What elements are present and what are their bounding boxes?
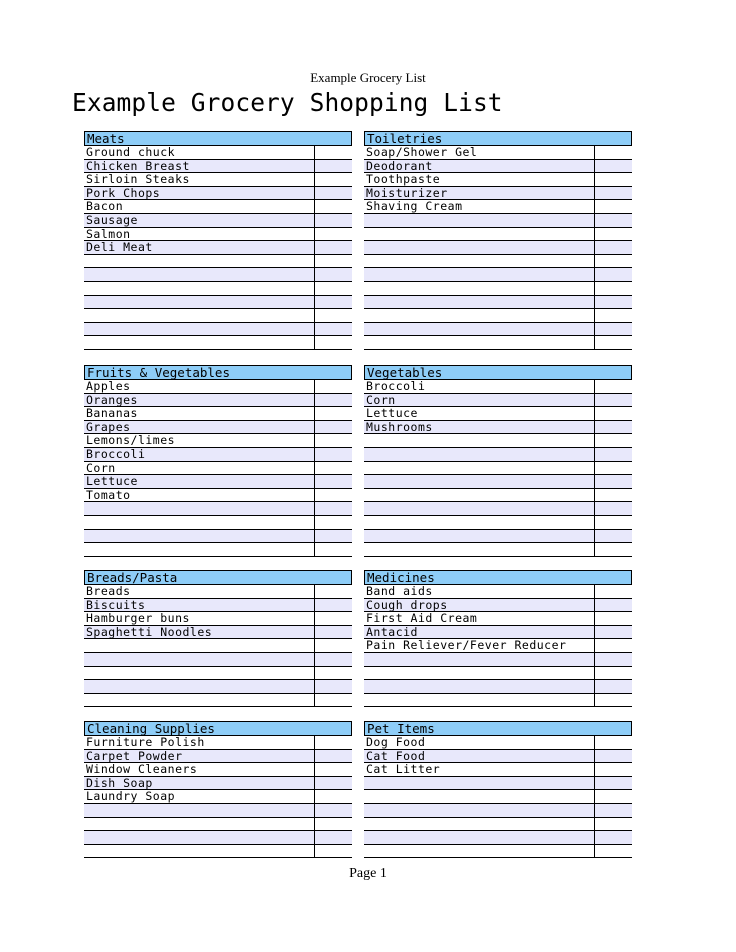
item-name: Bananas — [86, 406, 138, 421]
section-fruits-vegetables — [84, 365, 352, 557]
quantity-cell — [594, 817, 632, 832]
quantity-cell — [314, 693, 352, 708]
list-row — [364, 530, 632, 544]
item-name: Ground chuck — [86, 145, 176, 159]
list-row — [364, 214, 632, 228]
quantity-cell — [594, 254, 632, 269]
list-row — [84, 599, 352, 613]
list-row — [364, 187, 632, 201]
list-row — [84, 214, 352, 228]
item-name: Carpet Powder — [86, 748, 183, 763]
quantity-cell — [314, 776, 352, 791]
item-name: Toothpaste — [366, 172, 441, 187]
list-row — [364, 667, 632, 681]
section-medicines — [364, 570, 632, 707]
quantity-cell — [314, 254, 352, 269]
quantity-cell — [314, 817, 352, 832]
list-row — [364, 146, 632, 160]
list-row — [84, 296, 352, 310]
item-name: Pain Reliever/Fever Reducer — [366, 638, 567, 653]
section-header: Vegetables — [364, 365, 632, 380]
list-row — [84, 750, 352, 764]
list-row — [364, 845, 632, 859]
quantity-cell — [594, 379, 632, 394]
list-row — [364, 777, 632, 791]
list-row — [84, 241, 352, 255]
item-name: Furniture Polish — [86, 735, 205, 749]
quantity-cell — [594, 488, 632, 503]
quantity-cell — [594, 199, 632, 214]
item-name: Deodorant — [366, 158, 433, 173]
list-row — [364, 790, 632, 804]
list-row — [364, 282, 632, 296]
quantity-cell — [594, 679, 632, 694]
quantity-cell — [594, 789, 632, 804]
quantity-cell — [314, 515, 352, 530]
list-row — [84, 255, 352, 269]
item-name: Soap/Shower Gel — [366, 145, 478, 159]
item-name: Oranges — [86, 392, 138, 407]
item-name: Sausage — [86, 212, 138, 227]
quantity-cell — [594, 308, 632, 323]
section-vegetables — [364, 365, 632, 557]
section-header: Meats — [84, 131, 352, 146]
list-row — [364, 653, 632, 667]
quantity-cell — [314, 789, 352, 804]
quantity-cell — [314, 735, 352, 750]
quantity-cell — [314, 461, 352, 476]
list-row — [84, 309, 352, 323]
quantity-cell — [594, 267, 632, 282]
quantity-cell — [314, 638, 352, 653]
quantity-cell — [594, 515, 632, 530]
quantity-cell — [594, 638, 632, 653]
item-name: Band aids — [366, 584, 433, 598]
item-name: Sirloin Steaks — [86, 172, 190, 187]
section-header: Fruits & Vegetables — [84, 365, 352, 380]
section-header: Pet Items — [364, 721, 632, 736]
list-row — [364, 173, 632, 187]
item-name: Moisturizer — [366, 185, 448, 200]
list-row — [84, 626, 352, 640]
item-name: Broccoli — [86, 446, 146, 461]
list-row — [364, 626, 632, 640]
list-row — [84, 639, 352, 653]
quantity-cell — [594, 406, 632, 421]
list-row — [364, 680, 632, 694]
list-row — [84, 790, 352, 804]
quantity-cell — [314, 447, 352, 462]
list-row — [364, 434, 632, 448]
section-pet-items — [364, 721, 632, 858]
section-toiletries — [364, 131, 632, 350]
quantity-cell — [314, 666, 352, 681]
section-header: Cleaning Supplies — [84, 721, 352, 736]
quantity-cell — [594, 762, 632, 777]
item-name: Spaghetti Noodles — [86, 624, 213, 639]
item-name: Chicken Breast — [86, 158, 190, 173]
quantity-cell — [594, 501, 632, 516]
list-row — [84, 804, 352, 818]
item-name: Dish Soap — [86, 775, 153, 790]
list-row — [84, 160, 352, 174]
item-name: Lettuce — [86, 474, 138, 489]
quantity-cell — [314, 584, 352, 599]
quantity-cell — [314, 542, 352, 557]
quantity-cell — [314, 844, 352, 859]
item-name: Window Cleaners — [86, 762, 198, 777]
list-row — [84, 831, 352, 845]
list-row — [84, 845, 352, 859]
list-row — [364, 309, 632, 323]
list-row — [364, 585, 632, 599]
list-row — [84, 543, 352, 557]
list-row — [364, 736, 632, 750]
list-row — [84, 228, 352, 242]
list-row — [84, 434, 352, 448]
list-row — [364, 200, 632, 214]
page-title: Example Grocery Shopping List — [72, 88, 503, 117]
quantity-cell — [314, 281, 352, 296]
page-footer: Page 1 — [349, 866, 387, 881]
list-row — [364, 639, 632, 653]
quantity-cell — [594, 433, 632, 448]
list-row — [84, 777, 352, 791]
quantity-cell — [314, 267, 352, 282]
item-name: Tomato — [86, 487, 131, 502]
quantity-cell — [594, 830, 632, 845]
list-row — [364, 599, 632, 613]
quantity-cell — [314, 420, 352, 435]
section-meats — [84, 131, 352, 350]
quantity-cell — [594, 735, 632, 750]
quantity-cell — [594, 420, 632, 435]
section-cleaning-supplies — [84, 721, 352, 858]
quantity-cell — [594, 598, 632, 613]
quantity-cell — [314, 159, 352, 174]
quantity-cell — [314, 295, 352, 310]
list-row — [84, 530, 352, 544]
list-row — [364, 818, 632, 832]
quantity-cell — [594, 322, 632, 337]
list-row — [364, 421, 632, 435]
item-name: Antacid — [366, 624, 418, 639]
list-row — [364, 323, 632, 337]
list-row — [84, 585, 352, 599]
list-row — [84, 694, 352, 708]
list-row — [84, 462, 352, 476]
list-row — [84, 187, 352, 201]
list-row — [364, 763, 632, 777]
item-name: Cough drops — [366, 597, 448, 612]
quantity-cell — [314, 227, 352, 242]
quantity-cell — [594, 447, 632, 462]
quantity-cell — [314, 335, 352, 350]
quantity-cell — [594, 542, 632, 557]
item-name: First Aid Cream — [366, 611, 478, 626]
list-row — [364, 448, 632, 462]
quantity-cell — [594, 213, 632, 228]
quantity-cell — [594, 227, 632, 242]
item-name: Biscuits — [86, 597, 146, 612]
quantity-cell — [314, 172, 352, 187]
section-header: Breads/Pasta — [84, 570, 352, 585]
list-row — [84, 268, 352, 282]
quantity-cell — [314, 199, 352, 214]
quantity-cell — [314, 679, 352, 694]
quantity-cell — [594, 186, 632, 201]
quantity-cell — [314, 598, 352, 613]
section-breads-pasta — [84, 570, 352, 707]
quantity-cell — [314, 762, 352, 777]
list-row — [84, 173, 352, 187]
quantity-cell — [594, 584, 632, 599]
list-row — [364, 241, 632, 255]
list-row — [84, 146, 352, 160]
list-row — [84, 336, 352, 350]
quantity-cell — [594, 749, 632, 764]
quantity-cell — [314, 240, 352, 255]
list-row — [84, 612, 352, 626]
list-row — [84, 323, 352, 337]
quantity-cell — [314, 393, 352, 408]
list-row — [84, 818, 352, 832]
quantity-cell — [314, 308, 352, 323]
list-row — [364, 804, 632, 818]
list-row — [364, 612, 632, 626]
quantity-cell — [314, 749, 352, 764]
list-row — [84, 448, 352, 462]
quantity-cell — [594, 474, 632, 489]
section-header: Medicines — [364, 570, 632, 585]
item-name: Shaving Cream — [366, 199, 463, 214]
item-name: Lettuce — [366, 406, 418, 421]
item-name: Breads — [86, 584, 131, 598]
quantity-cell — [314, 145, 352, 160]
list-row — [84, 516, 352, 530]
quantity-cell — [594, 529, 632, 544]
list-row — [84, 763, 352, 777]
quantity-cell — [594, 145, 632, 160]
quantity-cell — [594, 776, 632, 791]
section-header: Toiletries — [364, 131, 632, 146]
list-row — [364, 380, 632, 394]
item-name: Grapes — [86, 419, 131, 434]
list-row — [84, 407, 352, 421]
quantity-cell — [314, 322, 352, 337]
item-name: Cat Litter — [366, 762, 441, 777]
page-header: Example Grocery List — [310, 70, 426, 85]
quantity-cell — [594, 693, 632, 708]
list-row — [364, 462, 632, 476]
quantity-cell — [594, 281, 632, 296]
quantity-cell — [594, 335, 632, 350]
item-name: Salmon — [86, 226, 131, 241]
quantity-cell — [594, 652, 632, 667]
list-row — [364, 489, 632, 503]
list-row — [84, 680, 352, 694]
quantity-cell — [314, 379, 352, 394]
list-row — [364, 831, 632, 845]
list-row — [84, 489, 352, 503]
quantity-cell — [314, 213, 352, 228]
quantity-cell — [314, 501, 352, 516]
quantity-cell — [594, 240, 632, 255]
list-row — [364, 750, 632, 764]
quantity-cell — [594, 803, 632, 818]
quantity-cell — [314, 611, 352, 626]
item-name: Corn — [86, 460, 116, 475]
item-name: Cat Food — [366, 748, 426, 763]
item-name: Corn — [366, 392, 396, 407]
list-row — [84, 394, 352, 408]
quantity-cell — [594, 461, 632, 476]
item-name: Deli Meat — [86, 240, 153, 255]
list-row — [364, 694, 632, 708]
quantity-cell — [314, 803, 352, 818]
list-row — [364, 502, 632, 516]
quantity-cell — [594, 844, 632, 859]
quantity-cell — [594, 666, 632, 681]
quantity-cell — [314, 474, 352, 489]
quantity-cell — [314, 529, 352, 544]
list-row — [84, 421, 352, 435]
item-name: Apples — [86, 379, 131, 393]
list-row — [364, 475, 632, 489]
list-row — [84, 502, 352, 516]
list-row — [364, 296, 632, 310]
item-name: Dog Food — [366, 735, 426, 749]
quantity-cell — [314, 830, 352, 845]
list-row — [364, 268, 632, 282]
list-row — [364, 543, 632, 557]
list-row — [364, 255, 632, 269]
list-row — [364, 336, 632, 350]
item-name: Bacon — [86, 199, 124, 214]
item-name: Broccoli — [366, 379, 426, 393]
list-row — [364, 516, 632, 530]
quantity-cell — [594, 295, 632, 310]
list-row — [364, 160, 632, 174]
list-row — [84, 653, 352, 667]
quantity-cell — [314, 652, 352, 667]
list-row — [364, 228, 632, 242]
item-name: Lemons/limes — [86, 433, 176, 448]
list-row — [84, 475, 352, 489]
quantity-cell — [314, 488, 352, 503]
list-row — [364, 407, 632, 421]
quantity-cell — [594, 611, 632, 626]
list-row — [84, 200, 352, 214]
quantity-cell — [314, 625, 352, 640]
quantity-cell — [314, 406, 352, 421]
quantity-cell — [594, 625, 632, 640]
list-row — [84, 380, 352, 394]
quantity-cell — [594, 159, 632, 174]
quantity-cell — [594, 172, 632, 187]
list-row — [84, 282, 352, 296]
list-row — [364, 394, 632, 408]
item-name: Laundry Soap — [86, 789, 176, 804]
quantity-cell — [594, 393, 632, 408]
list-row — [84, 667, 352, 681]
item-name: Pork Chops — [86, 185, 161, 200]
quantity-cell — [314, 433, 352, 448]
item-name: Hamburger buns — [86, 611, 190, 626]
quantity-cell — [314, 186, 352, 201]
list-row — [84, 736, 352, 750]
item-name: Mushrooms — [366, 419, 433, 434]
